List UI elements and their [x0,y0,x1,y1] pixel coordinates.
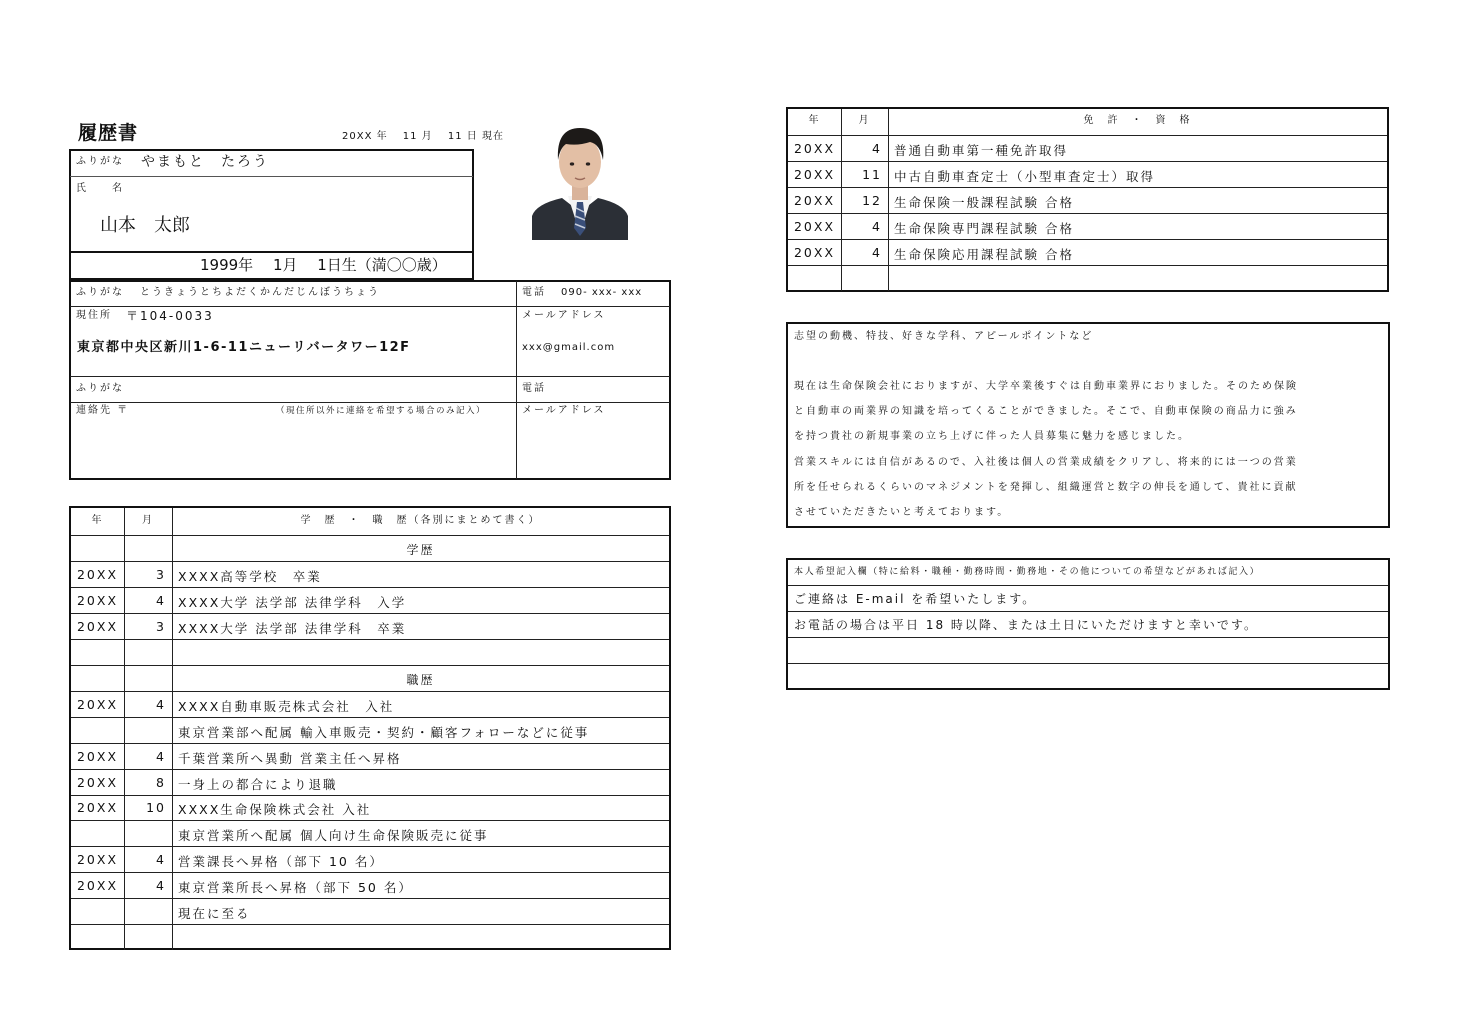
row-divider [71,613,669,614]
cell-content: 東京営業所長へ昇格（部下 50 名） [178,880,413,896]
contact-note: （現住所以外に連絡を希望する場合のみ記入） [276,406,487,416]
cell-month: 4 [156,696,166,712]
requests-divider [788,637,1388,638]
postal-code: 〒104-0033 [126,309,214,323]
requests-label: 本人希望記入欄（特に給料・職種・勤務時間・勤務地・その他についての希望などがあれば記入） [794,567,1261,577]
cell-content: XXXX生命保険株式会社 入社 [178,802,372,818]
requests-line: ご連絡は E-mail を希望いたします。 [794,592,1037,606]
mail-label: メールアドレス [522,310,606,321]
address-line-3 [70,402,670,403]
row-divider [788,213,1387,214]
cell-content: 普通自動車第一種免許取得 [894,143,1069,158]
row-divider [71,691,669,692]
contact-phone-label: 電話 [522,383,546,394]
row-divider [71,898,669,899]
requests-line: お電話の場合は平日 18 時以降、または土日にいただけますと幸いです。 [794,618,1258,632]
current-address-label: 現住所 [76,310,112,321]
name-label: 氏 名 [76,183,124,194]
cell-content: XXXX自動車販売株式会社 入社 [178,698,395,714]
contact-mail-label: メールアドレス [522,405,606,416]
section-heading: 職歴 [406,672,435,687]
cell-content: XXXX大学 法学部 法律学科 入学 [178,594,407,610]
cell-content: XXXX高等学校 卒業 [178,568,322,584]
motivation-line: を持つ貴社の新規事業の立ち上げに伴った人員募集に魅力を感じました。 [794,431,1190,442]
cell-content: 東京営業所へ配属 個人向け生命保険販売に従事 [178,828,489,844]
cell-year: 20XX [793,193,836,208]
cell-year: 20XX [76,592,119,608]
cell-year: 20XX [793,141,836,156]
cell-year: 20XX [76,774,119,790]
cell-year: 20XX [76,566,119,582]
requests-divider [788,663,1388,664]
header-divider [788,135,1387,136]
phone-label: 電話 [522,287,546,298]
address-furigana-value: とうきょうとちよだくかんだじんぼうちょう [140,287,380,298]
portrait-photo [532,116,628,240]
column-header-year: 年 [808,115,821,126]
row-divider [71,795,669,796]
phone-value: 090- xxx- xxx [561,287,643,298]
cell-content: 一身上の都合により退職 [178,776,338,792]
cell-year: 20XX [793,219,836,234]
cell-month: 11 [862,167,882,182]
column-header-content: 免 許 ・ 資 格 [1083,115,1192,126]
birth-line: 1999年 1月 1日生（満〇〇歳） [200,256,447,274]
column-header-month: 月 [858,115,871,126]
cell-year: 20XX [793,245,836,260]
row-divider [71,743,669,744]
cell-year: 20XX [76,696,119,712]
address-line: 東京都中央区新川1-6-11ニューリバータワー12F [77,340,411,355]
row-divider [71,639,669,640]
cell-month: 4 [872,219,882,234]
cell-content: 生命保険応用課程試験 合格 [894,247,1074,262]
motivation-line: と自動車の両業界の知識を培ってくることができました。そこで、自動車保険の商品力に強み [794,406,1298,417]
cell-content: XXXX大学 法学部 法律学科 卒業 [178,620,407,636]
portrait-figure [532,116,628,240]
name-box [69,149,474,253]
address-line-1 [70,306,670,307]
row-divider [71,820,669,821]
column-header-year: 年 [91,514,104,526]
cell-month: 4 [872,141,882,156]
row-divider [788,239,1387,240]
row-divider [71,924,669,925]
cell-month: 4 [156,748,166,764]
address-split [516,281,517,479]
requests-divider [788,585,1388,586]
row-divider [71,587,669,588]
column-divider [172,508,173,950]
cell-content: 生命保険一般課程試験 合格 [894,195,1074,210]
row-divider [71,665,669,666]
date-line: 20XX 年 11 月 11 日 現在 [342,131,504,142]
cell-content: 中古自動車査定士（小型車査定士）取得 [894,169,1156,184]
cell-year: 20XX [76,878,119,894]
cell-month: 4 [872,245,882,260]
cell-month: 4 [156,878,166,894]
mail-value: xxx@gmail.com [522,342,616,353]
column-header-content: 学 歴 ・ 職 歴（各別にまとめて書く） [300,514,541,526]
requests-box [786,558,1390,690]
motivation-line: 営業スキルには自信があるので、入社後は個人の営業成績をクリアし、将来的には一つの営業 [794,457,1298,468]
cell-month: 4 [156,852,166,868]
history-table [69,506,671,950]
address-furigana-label: ふりがな [76,287,124,298]
contact-furigana-label: ふりがな [76,383,124,394]
cell-year: 20XX [76,618,119,634]
motivation-line: 所を任せられるくらいのマネジメントを発揮し、組織運営と数字の伸長を通して、貴社に貢献 [794,482,1298,493]
cell-content: 生命保険専門課程試験 合格 [894,221,1074,236]
name-divider [70,176,473,177]
requests-divider [788,611,1388,612]
cell-year: 20XX [76,852,119,868]
cell-year: 20XX [76,748,119,764]
address-line-2 [70,376,670,377]
cell-month: 3 [156,566,166,582]
cell-content: 現在に至る [178,906,251,922]
cell-month: 12 [862,193,882,208]
cell-month: 8 [156,774,166,790]
row-divider [788,161,1387,162]
cell-content: 千葉営業所へ異動 営業主任へ昇格 [178,750,402,766]
motivation-line: 現在は生命保険会社におりますが、大学卒業後すぐは自動車業界におりました。そのため保険 [794,381,1298,392]
name-value: 山本 太郎 [100,215,190,236]
row-divider [71,846,669,847]
cell-content: 営業課長へ昇格（部下 10 名） [178,854,384,870]
contact-label: 連絡先 〒 [76,405,130,416]
row-divider [71,717,669,718]
cell-month: 4 [156,592,166,608]
column-divider [888,109,889,291]
row-divider [71,872,669,873]
section-heading: 学歴 [406,542,435,557]
document-title: 履歴書 [78,122,139,144]
cell-year: 20XX [793,167,836,182]
cell-year: 20XX [76,800,119,816]
motivation-box [786,322,1390,528]
row-divider [71,561,669,562]
name-furigana-label: ふりがな [76,156,124,167]
header-divider [71,535,669,536]
column-header-month: 月 [142,514,154,526]
motivation-label: 志望の動機、特技、好きな学科、アピールポイントなど [794,331,1094,342]
cell-content: 東京営業部へ配属 輸入車販売・契約・顧客フォローなどに従事 [178,724,590,740]
name-furigana-value: やまもと たろう [141,154,269,170]
motivation-line: させていただきたいと考えております。 [794,507,1010,518]
license-table [786,107,1389,292]
row-divider [788,265,1387,266]
row-divider [788,187,1387,188]
cell-month: 3 [156,618,166,634]
row-divider [71,769,669,770]
cell-month: 10 [146,800,166,816]
